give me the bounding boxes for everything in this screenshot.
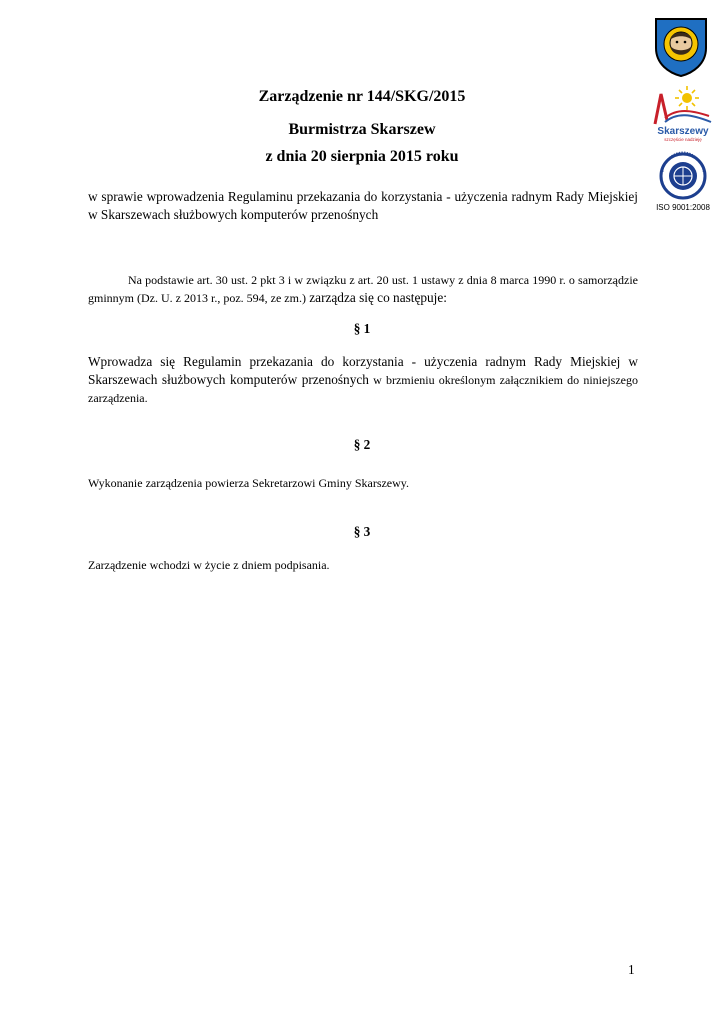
date-line: z dnia 20 sierpnia 2015 roku (265, 148, 459, 165)
coat-of-arms-icon (653, 16, 709, 78)
iso-logo-text: ISO 9001:2008 (656, 203, 710, 212)
legal-basis-main: Na podstawie art. 30 ust. 2 pkt 3 i w związku z art. 20 ust. 1 ustawy z dnia 8 marca 1990 r. o samorządzie gminnym (Dz. U. z 2013 r., poz. 594, ze zm.) (88, 273, 638, 305)
section-3-heading: § 3 (353, 524, 371, 539)
page-number: 1 (628, 962, 635, 977)
subject-text: w sprawie wprowadzenia Regulaminu przekazania do korzystania - użyczenia radnym Rady Miejskiej w Skarszewach służbowych komputerów przenośnych (88, 189, 638, 222)
section-1-text-tail: w brzmieniu określonym załącznikiem do niniejszego zarządzenia. (88, 373, 639, 405)
legal-basis-tail: zarządza się co następuje: (305, 290, 447, 305)
legal-basis (88, 271, 638, 307)
section-1-text-main: Wprowadza się Regulamin przekazania do korzystania - użyczenia radnym Rady Miejskiej w Skarszewach służbowych komputerów przenośnych (88, 354, 638, 387)
section-2-heading: § 2 (353, 437, 371, 452)
section-1-heading: § 1 (353, 321, 371, 336)
town-logo-tagline: szczęście nadzieję (664, 137, 702, 142)
section-3-text: Zarządzenie wchodzi w życie z dniem podpisania. (88, 558, 330, 572)
section-2-text: Wykonanie zarządzenia powierza Sekretarzowi Gminy Skarszewy. (88, 476, 410, 490)
document-title: Zarządzenie nr 144/SKG/2015 (258, 88, 466, 105)
town-logo-name: Skarszewy (657, 126, 709, 137)
issuer-line: Burmistrza Skarszew (288, 121, 436, 138)
section-1-text (88, 353, 638, 407)
